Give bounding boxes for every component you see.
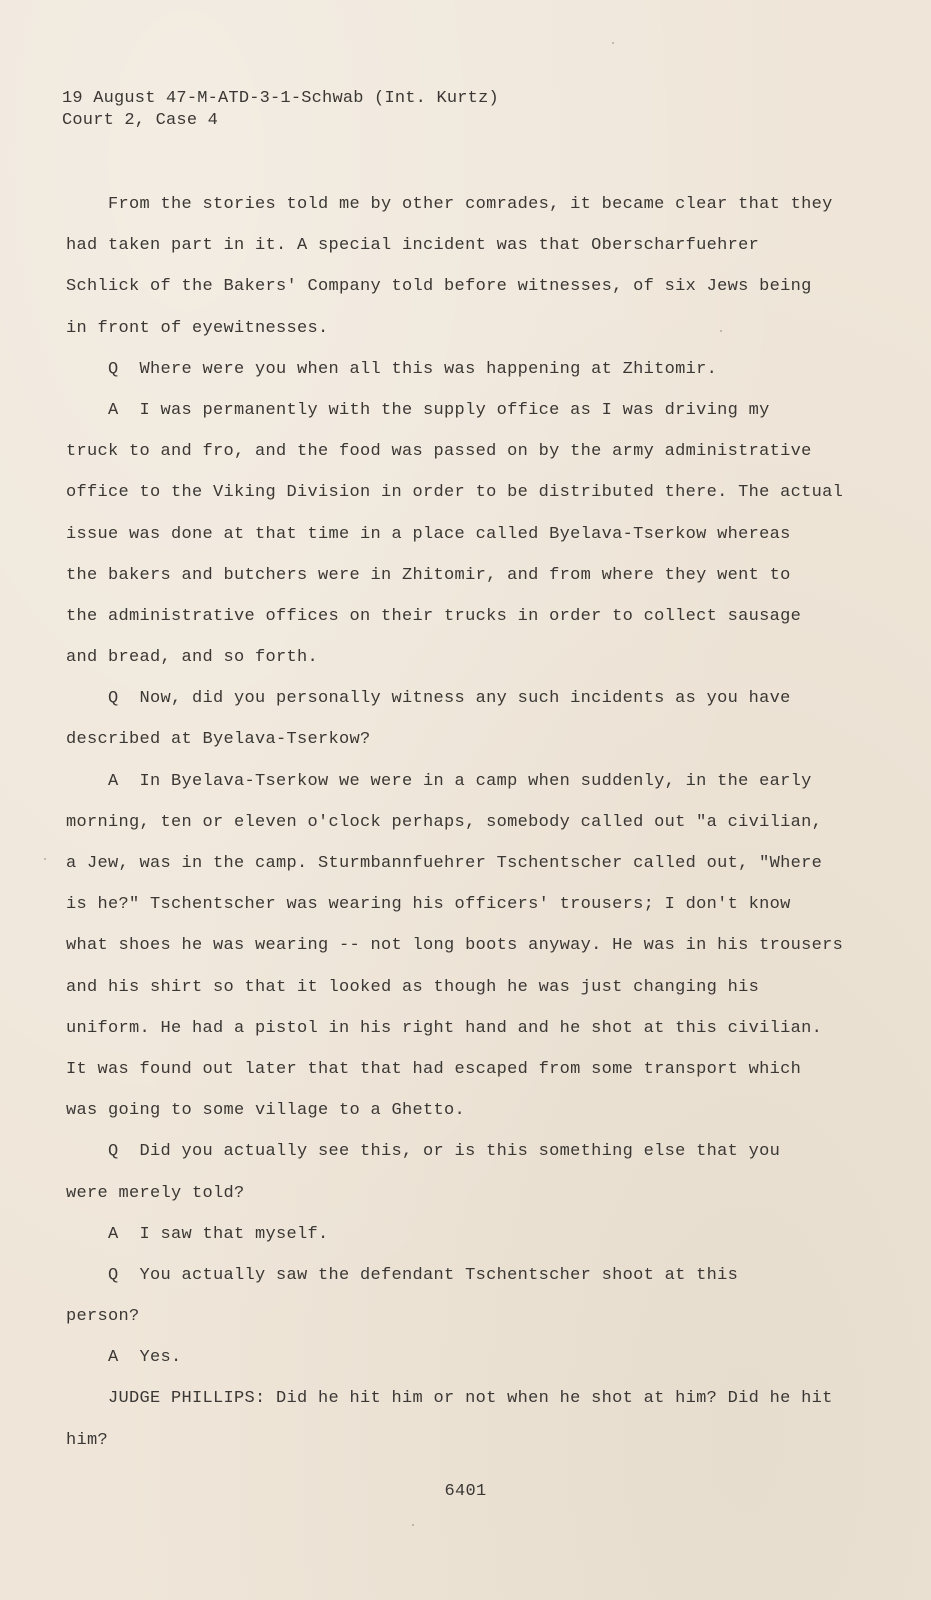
- transcript-line: office to the Viking Division in order to be distributed there. The actual: [66, 483, 844, 503]
- paper-speck: [412, 1524, 414, 1526]
- transcript-line: JUDGE PHILLIPS: Did he hit him or not when he shot at him? Did he hit: [66, 1389, 833, 1409]
- transcript-line: what shoes he was wearing -- not long boots anyway. He was in his trousers: [66, 936, 844, 956]
- transcript-line: the administrative offices on their trucks in order to collect sausage: [66, 606, 802, 626]
- transcript-line: truck to and fro, and the food was passed on by the army administrative: [66, 442, 812, 462]
- transcript-line: issue was done at that time in a place called Byelava-Tserkow whereas: [66, 524, 791, 544]
- transcript-line: A Yes.: [66, 1348, 182, 1368]
- transcript-line: in front of eyewitnesses.: [66, 318, 329, 338]
- transcript-line: morning, ten or eleven o'clock perhaps, somebody called out "a civilian,: [66, 812, 823, 832]
- transcript-line: Q Now, did you personally witness any such incidents as you have: [66, 689, 791, 709]
- transcript-line: was going to some village to a Ghetto.: [66, 1101, 466, 1121]
- transcript-line: It was found out later that that had escaped from some transport which: [66, 1059, 802, 1079]
- paper-speck: [720, 330, 722, 332]
- transcript-line: is he?" Tschentscher was wearing his officers' trousers; I don't know: [66, 895, 791, 915]
- transcript-line: A I was permanently with the supply office as I was driving my: [66, 400, 770, 420]
- header-court-case: Court 2, Case 4: [62, 111, 219, 130]
- transcript-line: A I saw that myself.: [66, 1224, 329, 1244]
- transcript-line: and bread, and so forth.: [66, 648, 319, 668]
- transcript-line: and his shirt so that it looked as though he was just changing his: [66, 977, 760, 997]
- page-number: 6401: [444, 1482, 487, 1501]
- transcript-line: Schlick of the Bakers' Company told before witnesses, of six Jews being: [66, 277, 812, 297]
- header-date-reference: 19 August 47-M-ATD-3-1-Schwab (Int. Kurtz): [62, 89, 499, 108]
- paper-speck: [612, 42, 614, 44]
- transcript-line: a Jew, was in the camp. Sturmbannfuehrer Tschentscher called out, "Where: [66, 854, 823, 873]
- transcript-line: From the stories told me by other comrades, it became clear that they: [66, 195, 833, 214]
- transcript-line: had taken part in it. A special incident was that Oberscharfuehrer: [66, 236, 760, 256]
- transcript-line: A In Byelava-Tserkow we were in a camp when suddenly, in the early: [66, 771, 812, 791]
- transcript-line: were merely told?: [66, 1183, 245, 1203]
- paper-speck: [44, 858, 46, 860]
- transcript-line: the bakers and butchers were in Zhitomir, and from where they went to: [66, 565, 791, 585]
- transcript-line: Q You actually saw the defendant Tschentscher shoot at this: [66, 1265, 739, 1285]
- transcript-line: person?: [66, 1307, 140, 1327]
- transcript-line: uniform. He had a pistol in his right hand and he shot at this civilian.: [66, 1018, 823, 1038]
- transcript-line: Q Where were you when all this was happening at Zhitomir.: [66, 359, 718, 379]
- document-header: [62, 88, 499, 132]
- transcript-line: him?: [66, 1430, 109, 1450]
- transcript-line: described at Byelava-Tserkow?: [66, 730, 371, 750]
- transcript-body: [66, 184, 856, 1461]
- transcript-line: Q Did you actually see this, or is this something else that you: [66, 1142, 781, 1162]
